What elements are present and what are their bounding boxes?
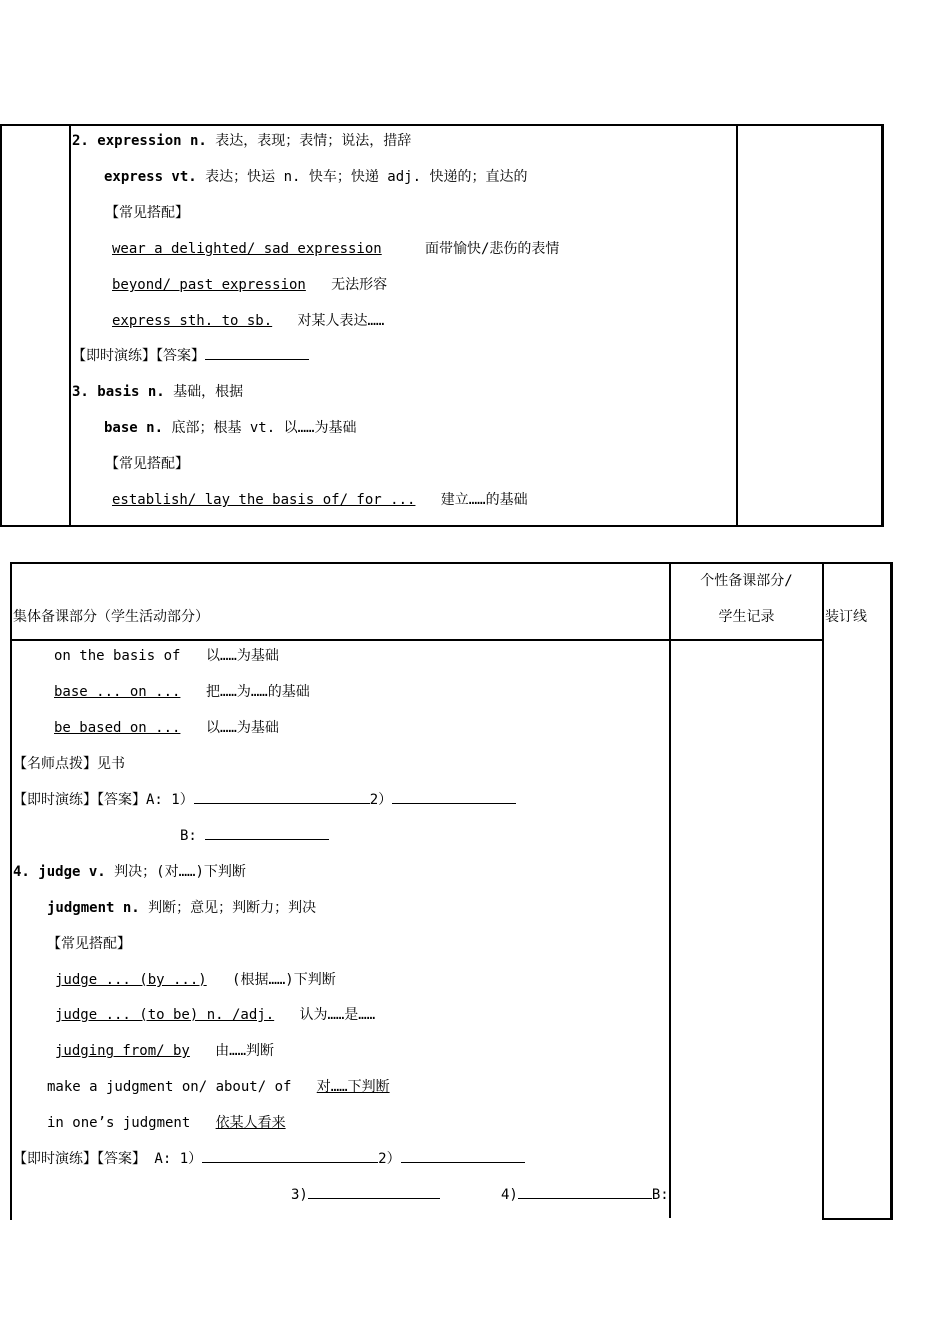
practice-answer-b: B:	[180, 827, 329, 845]
collocation-gloss: 面带愉快/悲伤的表情	[425, 241, 560, 257]
headword-basis: 3. basis n. 基础，根据	[72, 384, 244, 400]
collocation-row: judging from/ by 由……判断	[55, 1043, 275, 1059]
collocation-gloss: 以……为基础	[206, 720, 279, 736]
collocations-heading: 【常见搭配】	[47, 936, 131, 952]
answer-blank	[205, 827, 329, 840]
practice-answer-row: 【即时演练】【答案】	[72, 347, 309, 365]
answer-blank	[205, 347, 309, 360]
collocation-row: express sth. to sb. 对某人表达……	[112, 313, 385, 329]
practice-answer-row: 【即时演练】【答案】A: 1） 2）	[13, 791, 516, 809]
teacher-tip: 【名师点拨】见书	[13, 756, 125, 772]
collocation-row: be based on ...	[54, 720, 181, 736]
collocation-row: make a judgment on/ about/ of 对……下判断	[47, 1079, 390, 1095]
collocation-row: wear a delighted/ sad expression	[112, 241, 382, 257]
header-side-line1: 个性备课部分/	[700, 573, 793, 589]
practice-answer-row-2b: 4) B:	[501, 1187, 669, 1203]
collocations-heading: 【常见搭配】	[105, 205, 189, 221]
headword-expression: 2. expression n. 表达，表现；表情；说法，措辞	[72, 133, 412, 149]
answer-blank	[194, 791, 370, 804]
collocation-row: judge ... (to be) n. /adj. 认为……是……	[55, 1007, 376, 1023]
related-judgment: judgment n. 判断；意见；判断力；判决	[47, 900, 317, 916]
collocation-gloss: 把……为……的基础	[206, 684, 310, 700]
related-base: base n. 底部；根基 vt. 以……为基础	[104, 420, 357, 436]
collocation-row: in one’s judgment 依某人看来	[47, 1115, 286, 1131]
headword-judge: 4. judge v. 判决；(对……)下判断	[13, 864, 246, 880]
collocation-row: judge ... (by ...) (根据……)下判断	[55, 972, 336, 988]
collocation-row: establish/ lay the basis of/ for ... 建立……的基础	[112, 492, 528, 508]
answer-blank	[518, 1186, 652, 1199]
collocation-gloss: 以……为基础	[206, 648, 279, 664]
answer-blank	[401, 1150, 525, 1163]
answer-blank	[308, 1186, 440, 1199]
practice-answer-row-2: 3)	[291, 1186, 440, 1204]
binding-line-label: 装订线	[825, 609, 867, 625]
answer-blank	[202, 1150, 378, 1163]
collocation-row: base ... on ...	[54, 684, 181, 700]
header-main: 集体备课部分（学生活动部分）	[13, 609, 209, 625]
collocation-row: on the basis of	[54, 648, 181, 664]
related-express: express vt. 表达；快运 n. 快车；快递 adj. 快递的；直达的	[104, 169, 528, 185]
answer-blank	[392, 791, 516, 804]
practice-answer-row: 【即时演练】【答案】 A: 1） 2）	[13, 1150, 525, 1168]
collocations-heading: 【常见搭配】	[105, 456, 189, 472]
header-side-line2: 学生记录	[718, 609, 775, 625]
collocation-row: beyond/ past expression 无法形容	[112, 277, 388, 293]
